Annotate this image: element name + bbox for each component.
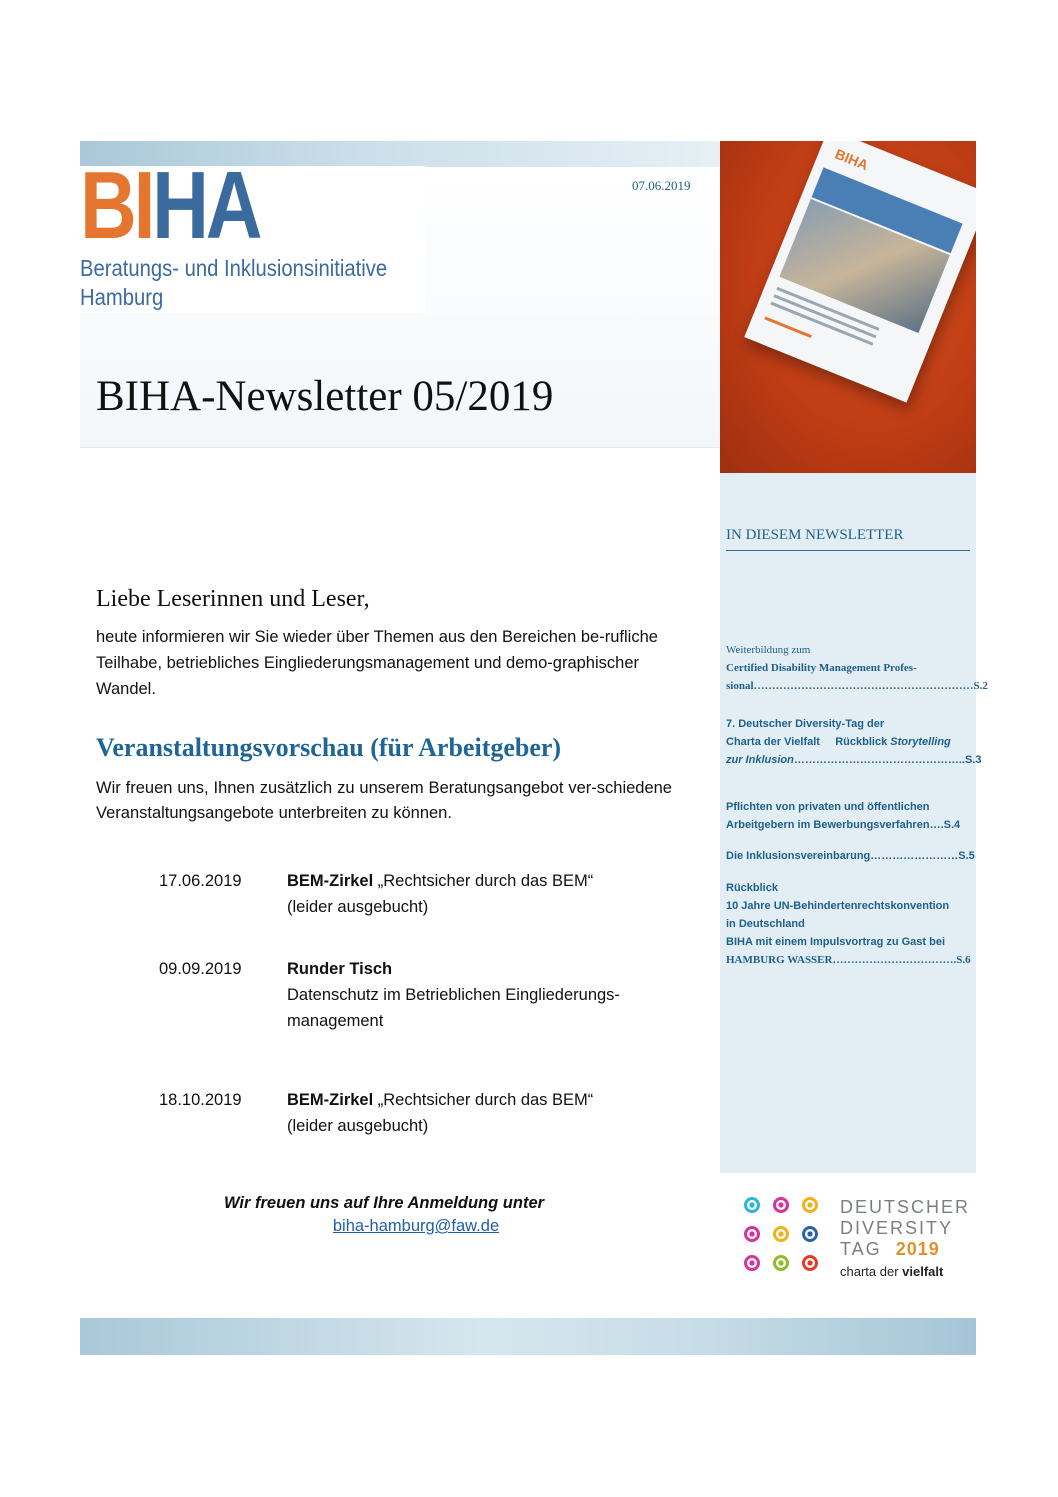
event-date: 09.09.2019 bbox=[159, 960, 242, 978]
event-item: Runder Tisch Datenschutz im Betrieblichen Eingliederungs-management bbox=[287, 960, 620, 1030]
issue-date: 07.06.2019 bbox=[632, 178, 691, 193]
diversity-dot bbox=[744, 1197, 760, 1213]
intro-text: heute informieren wir Sie wieder über Themen aus den Bereichen be-rufliche Teilhabe, betriebliches Eingliederungsmanagement und demo-graphischer Wandel. bbox=[96, 628, 658, 698]
diversity-dot bbox=[773, 1197, 789, 1213]
email-link[interactable]: biha-hamburg@faw.de bbox=[332, 1217, 500, 1235]
greeting: Liebe Leserinnen und Leser, bbox=[96, 586, 370, 612]
toc-item-inklusionsvereinbarung[interactable]: Die Inklusionsvereinbarung……………………S.5 bbox=[726, 850, 975, 862]
brochure-image: BIHA bbox=[744, 141, 976, 403]
toc-item-rueckblick[interactable]: Rückblick 10 Jahre UN-Behindertenrechtskonvention in Deutschland BIHA mit einem Impulsvortrag zu Gast bei HAMBURG WASSER…………………………….S.6 bbox=[726, 882, 971, 966]
event-item: BEM-Zirkel „Rechtsicher durch das BEM“ (leider ausgebucht) bbox=[287, 1091, 594, 1135]
bottom-band bbox=[80, 1318, 976, 1355]
toc-item-pflichten[interactable]: Pflichten von privaten und öffentlichen Arbeitgebern im Bewerbungsverfahren….S.4 bbox=[726, 801, 961, 831]
diversity-dot bbox=[802, 1226, 818, 1242]
sidebar-divider bbox=[726, 550, 970, 551]
diversity-tag-text: DEUTSCHER DIVERSITY TAG 2019 bbox=[840, 1197, 971, 1259]
diversity-dot bbox=[744, 1255, 760, 1271]
toc-item-weiterbildung[interactable]: Weiterbildung zum Certified Disability Management Profes- sional……………………………………………………S.2 bbox=[726, 644, 988, 692]
biha-logo-letters: BIHA bbox=[80, 152, 260, 259]
diversity-dot bbox=[744, 1226, 760, 1242]
cover-photo bbox=[720, 141, 976, 473]
newsletter-title: BIHA-Newsletter 05/2019 bbox=[96, 373, 554, 420]
closing-text: Wir freuen uns auf Ihre Anmeldung unter bbox=[223, 1194, 545, 1212]
section-intro: Wir freuen uns, Ihnen zusätzlich zu unserem Beratungsangebot ver-schiedene Veranstaltungsangebote unterbreiten zu können. bbox=[96, 779, 672, 822]
diversity-dots-icon bbox=[744, 1197, 834, 1277]
diversity-dot bbox=[773, 1255, 789, 1271]
toc-item-diversity-tag[interactable]: 7. Deutscher Diversity-Tag der Charta der Vielfalt Rückblick Storytelling zur Inklusion………………………………………..S.3 bbox=[726, 718, 982, 766]
event-date: 18.10.2019 bbox=[159, 1091, 242, 1109]
section-title: Veranstaltungsvorschau (für Arbeitgeber) bbox=[96, 733, 562, 762]
sidebar-heading: IN DIESEM NEWSLETTER bbox=[726, 527, 904, 543]
biha-logo-subtitle: Beratungs- und Inklusionsinitiative Hamburg bbox=[80, 255, 388, 310]
event-date: 17.06.2019 bbox=[159, 872, 242, 890]
diversity-dot bbox=[773, 1226, 789, 1242]
event-item: BEM-Zirkel „Rechtsicher durch das BEM“ (leider ausgebucht) bbox=[287, 872, 594, 916]
diversity-dot bbox=[802, 1255, 818, 1271]
charta-text: charta der vielfalt bbox=[840, 1264, 944, 1279]
diversity-dot bbox=[802, 1197, 818, 1213]
closing bbox=[96, 1194, 672, 1236]
